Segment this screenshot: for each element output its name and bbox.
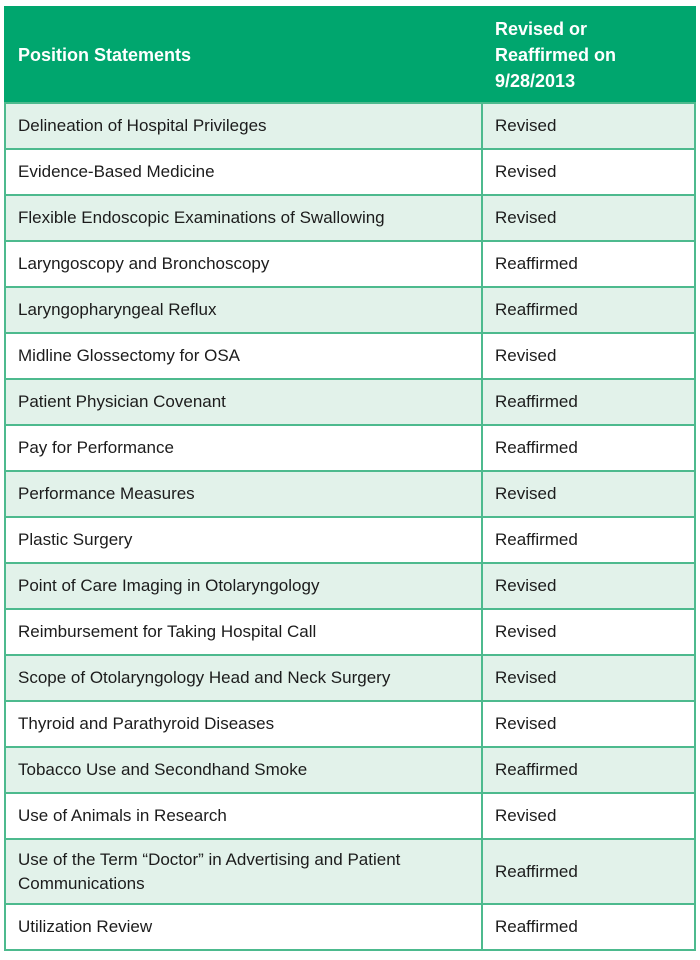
table-row (5, 287, 695, 333)
table-row (5, 655, 695, 701)
status-cell: Reaffirmed (482, 517, 695, 563)
table-row (5, 839, 695, 904)
statement-cell: Plastic Surgery (5, 517, 482, 563)
table-row (5, 793, 695, 839)
statement-cell: Delineation of Hospital Privileges (5, 103, 482, 149)
status-cell: Revised (482, 655, 695, 701)
status-cell: Revised (482, 701, 695, 747)
statement-cell: Utilization Review (5, 904, 482, 950)
column-header-status-line1: Revised or (495, 19, 588, 39)
table-row (5, 904, 695, 950)
statement-cell: Pay for Performance (5, 425, 482, 471)
status-cell: Reaffirmed (482, 839, 695, 904)
statement-cell: Use of Animals in Research (5, 793, 482, 839)
statement-cell: Performance Measures (5, 471, 482, 517)
statement-cell: Flexible Endoscopic Examinations of Swallowing (5, 195, 482, 241)
statement-cell: Midline Glossectomy for OSA (5, 333, 482, 379)
statement-cell: Thyroid and Parathyroid Diseases (5, 701, 482, 747)
status-cell: Revised (482, 471, 695, 517)
table-row (5, 379, 695, 425)
statement-cell: Scope of Otolaryngology Head and Neck Surgery (5, 655, 482, 701)
status-cell: Reaffirmed (482, 379, 695, 425)
table-row (5, 195, 695, 241)
table-row (5, 563, 695, 609)
position-statements-table (4, 6, 696, 951)
status-cell: Revised (482, 195, 695, 241)
statement-cell: Point of Care Imaging in Otolaryngology (5, 563, 482, 609)
table-row (5, 747, 695, 793)
statement-cell: Tobacco Use and Secondhand Smoke (5, 747, 482, 793)
status-cell: Revised (482, 563, 695, 609)
table-row (5, 241, 695, 287)
column-header-status-date: 9/28/2013 (495, 71, 576, 91)
table-row (5, 471, 695, 517)
table-row (5, 701, 695, 747)
column-header-statements (5, 7, 482, 103)
table-row (5, 103, 695, 149)
table-row (5, 609, 695, 655)
status-cell: Reaffirmed (482, 904, 695, 950)
column-header-statements-label: Position Statements (18, 45, 192, 65)
status-cell: Revised (482, 609, 695, 655)
statement-cell: Patient Physician Covenant (5, 379, 482, 425)
statement-cell: Use of the Term “Doctor” in Advertising and Patient Communications (5, 839, 482, 904)
status-cell: Reaffirmed (482, 425, 695, 471)
statement-cell: Laryngopharyngeal Reflux (5, 287, 482, 333)
status-cell: Revised (482, 103, 695, 149)
status-cell: Revised (482, 149, 695, 195)
table-row (5, 517, 695, 563)
status-cell: Revised (482, 333, 695, 379)
table-header-row (5, 7, 695, 103)
statement-cell: Reimbursement for Taking Hospital Call (5, 609, 482, 655)
table-row (5, 425, 695, 471)
status-cell: Reaffirmed (482, 287, 695, 333)
column-header-status (482, 7, 695, 103)
statement-cell: Evidence-Based Medicine (5, 149, 482, 195)
status-cell: Revised (482, 793, 695, 839)
column-header-status-line2: Reaffirmed on (495, 45, 617, 65)
status-cell: Reaffirmed (482, 241, 695, 287)
table-row (5, 333, 695, 379)
table-row (5, 149, 695, 195)
statement-cell: Laryngoscopy and Bronchoscopy (5, 241, 482, 287)
status-cell: Reaffirmed (482, 747, 695, 793)
